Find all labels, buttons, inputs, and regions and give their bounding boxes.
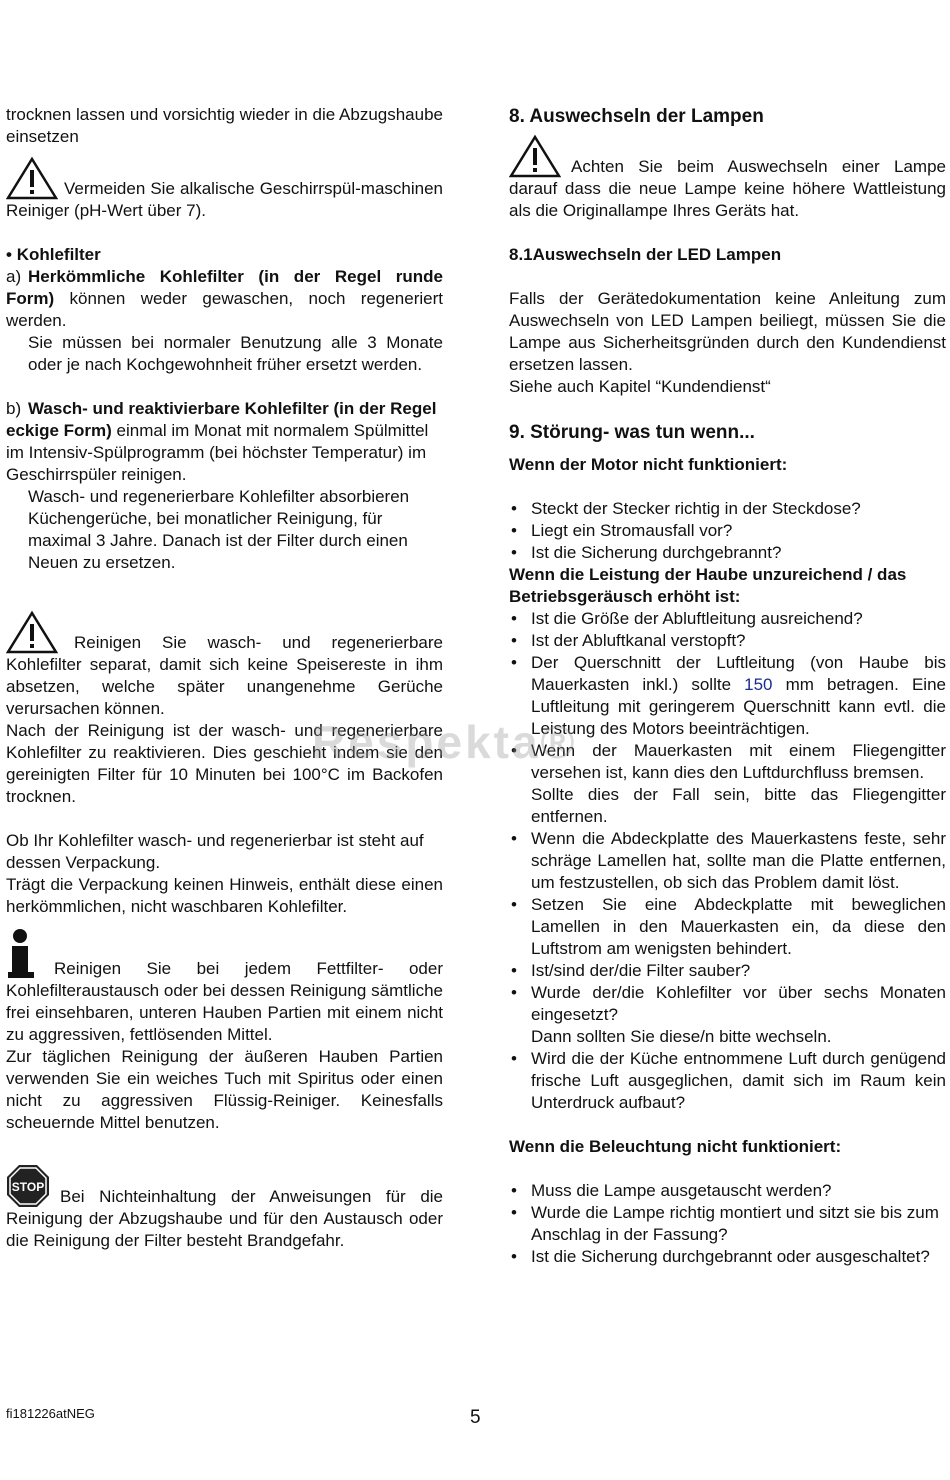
warning-note: Achten Sie beim Auswechseln einer Lampe darauf dass die neue Lampe keine höhere Wattleistung als die Originallampe Ihres Geräts hat. bbox=[509, 134, 946, 222]
page-number: 5 bbox=[470, 1407, 481, 1428]
document-code: fi181226atNEG bbox=[6, 1406, 95, 1421]
info-note: Reinigen Sie bei jedem Fettfilter- oder Kohlefilteraustausch oder bei dessen Reinigung sämtliche frei einsehbaren, unteren Hauben Partien mit einem nicht zu aggressiven, fettlösenden Mittel. bbox=[6, 928, 443, 1046]
list-item: • Wird die der Küche entnommene Luft durch genügend frische Luft ausgeglichen, damit sich im Raum kein Unterdruck aufbaut? bbox=[509, 1048, 946, 1114]
paragraph: Nach der Reinigung ist der wasch- und regenerierbare Kohlefilter zu reaktivieren. Dies geschieht indem sie den gereinigten Filter für 10 Minuten bei 100°C im Backofen trocknen. bbox=[6, 721, 443, 806]
paragraph: trocknen lassen und vorsichtig wieder in die Abzugshaube einsetzen bbox=[6, 105, 443, 146]
leistung-list bbox=[509, 608, 946, 1114]
info-icon bbox=[6, 928, 40, 980]
list-item: • Setzen Sie eine Abdeckplatte mit beweglichen Lamellen in den Mauerkasten ein, da diese den Luftstrom am wenigsten behindert. bbox=[509, 894, 946, 960]
warning-triangle-icon bbox=[6, 610, 58, 654]
warning-triangle-icon bbox=[509, 134, 561, 178]
list-item: • Der Querschnitt der Luftleitung (von Haube bis Mauerkasten inkl.) sollte 150 mm betragen. Eine Luftleitung mit geringerem Querschnitt kann evtl. die Leistung des Motors beeinträchtigen. bbox=[509, 652, 946, 740]
warning-note: Vermeiden Sie alkalische Geschirrspül-maschinen Reiniger (pH-Wert über 7). bbox=[6, 156, 443, 222]
beleuchtung-list bbox=[509, 1180, 946, 1268]
right-column bbox=[509, 104, 946, 1268]
heading-beleuchtung: Wenn die Beleuchtung nicht funktioniert: bbox=[509, 1137, 842, 1156]
list-item: • Wurde die Lampe richtig montiert und sitzt sie bis zum Anschlag in der Fassung? bbox=[509, 1202, 946, 1246]
list-item: • Liegt ein Stromausfall vor? bbox=[509, 520, 946, 542]
list-item: • Ist die Größe der Abluftleitung ausreichend? bbox=[509, 608, 946, 630]
paragraph: Siehe auch Kapitel “Kundendienst“ bbox=[509, 377, 771, 396]
warning-note: Reinigen Sie wasch- und regenerierbare Kohlefilter separat, damit sich keine Speisereste in ihm absetzen, welche später unangenehme Gerüche verursachen können. bbox=[6, 610, 443, 720]
watermark: Respekta® bbox=[312, 716, 578, 768]
motor-list bbox=[509, 498, 946, 564]
list-item: • Wurde der/die Kohlefilter vor über sechs Monaten eingesetzt? Dann sollten Sie diese/n bitte wechseln. bbox=[509, 982, 946, 1048]
kohlefilter-title: • Kohlefilter bbox=[6, 245, 101, 264]
item-a: a) Herkömmliche Kohlefilter (in der Regel runde Form) können weder gewaschen, noch regeneriert werden. Sie müssen bei normaler Benutzung alle 3 Monate oder je nach Kochgewohnheit früher ersetzt werden. bbox=[6, 267, 443, 374]
stop-sign-icon bbox=[6, 1164, 50, 1208]
paragraph: Trägt die Verpackung keinen Hinweis, enthält diese einen herkömmlichen, nicht waschbaren Kohlefilter. bbox=[6, 875, 443, 916]
list-item: • Ist die Sicherung durchgebrannt? bbox=[509, 542, 946, 564]
list-item: • Ist die Sicherung durchgebrannt oder ausgeschaltet? bbox=[509, 1246, 946, 1268]
item-b: b) Wasch- und reaktivierbare Kohlefilter (in der Regel eckige Form) einmal im Monat mit normalem Spülmittel im Intensiv-Spülprogramm (bei höchster Temperatur) im Geschirrspüler reinigen. Wasch- und regenerierbare Kohlefilter absorbieren Küchengerüche, bei monatlicher Reinigung, für maximal 3 Jahre. Danach ist der Filter durch einen Neuen zu ersetzen. bbox=[6, 399, 437, 572]
paragraph: Ob Ihr Kohlefilter wasch- und regenerierbar ist steht auf dessen Verpackung. bbox=[6, 831, 424, 872]
list-item: • Muss die Lampe ausgetauscht werden? bbox=[509, 1180, 946, 1202]
heading-9: 9. Störung- was tun wenn... bbox=[509, 422, 755, 443]
left-column bbox=[6, 104, 443, 1252]
list-item: • Wenn die Abdeckplatte des Mauerkastens feste, sehr schräge Lamellen hat, sollte man die Platte entfernen, um festzustellen, ob sich das Problem damit löst. bbox=[509, 828, 946, 894]
list-item: • Steckt der Stecker richtig in der Steckdose? bbox=[509, 498, 946, 520]
stop-note: STOP Bei Nichteinhaltung der Anweisungen für die Reinigung der Abzugshaube und für den Austausch oder die Reinigung der Filter besteht Brandgefahr. bbox=[6, 1164, 443, 1252]
list-item: • Wenn der Mauerkasten mit einem Fliegengitter versehen ist, kann dies den Luftdurchfluss bremsen. Sollte dies der Fall sein, bitte das Fliegengitter entfernen. bbox=[509, 740, 946, 828]
warning-triangle-icon bbox=[6, 156, 58, 200]
paragraph: Zur täglichen Reinigung der äußeren Hauben Partien verwenden Sie ein weiches Tuch mit Spiritus oder einen nicht zu aggressiven Flüssig-Reiniger. Keinesfalls scheuernde Mittel benutzen. bbox=[6, 1047, 443, 1132]
heading-8: 8. Auswechseln der Lampen bbox=[509, 106, 764, 127]
heading-leistung: Wenn die Leistung der Haube unzureichend / das Betriebsgeräusch erhöht ist: bbox=[509, 565, 907, 606]
heading-8-1: 8.1Auswechseln der LED Lampen bbox=[509, 245, 782, 264]
svg-text:STOP: STOP bbox=[11, 1180, 45, 1194]
list-item: • Ist der Abluftkanal verstopft? bbox=[509, 630, 946, 652]
paragraph: Falls der Gerätedokumentation keine Anleitung zum Auswechseln von LED Lampen beiliegt, müssen Sie die Lampe aus Sicherheitsgründen durch den Kundendienst ersetzen lassen. bbox=[509, 289, 946, 374]
heading-motor: Wenn der Motor nicht funktioniert: bbox=[509, 455, 788, 474]
list-item: • Ist/sind der/die Filter sauber? bbox=[509, 960, 946, 982]
